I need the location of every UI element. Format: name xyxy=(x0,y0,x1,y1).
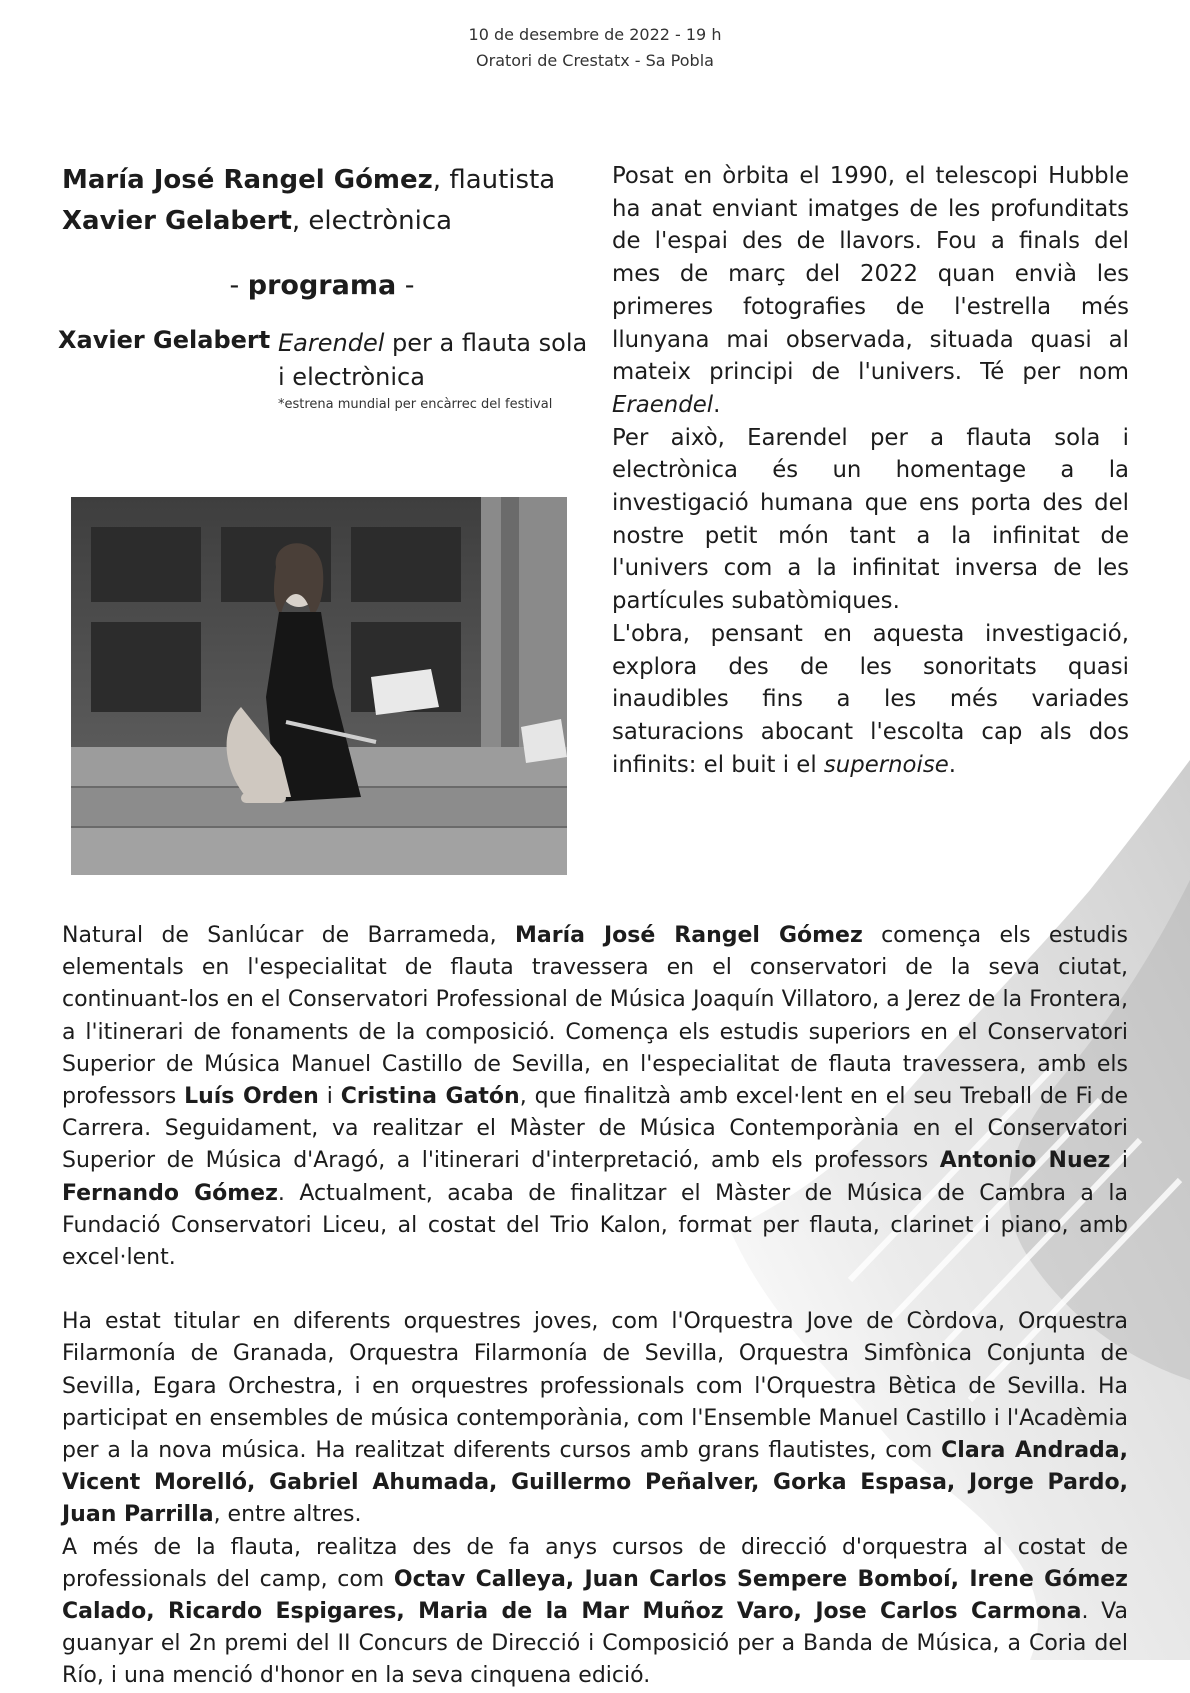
bio-text: , entre altres. xyxy=(213,1502,362,1528)
bio-text: i xyxy=(1110,1148,1128,1174)
notes-text: . xyxy=(948,751,956,778)
bold-name: Cristina Gatón xyxy=(340,1084,520,1110)
bio-text: A més de la flauta, realitza des de fa anys cursos de direcció d'orquestra al costat de professionals del camp, com xyxy=(62,1534,1128,1592)
notes-paragraph-1 xyxy=(612,160,1129,422)
bio-paragraph-1 xyxy=(62,920,1128,1274)
premiere-note: *estrena mundial per encàrrec del festival xyxy=(278,397,553,412)
performer-name: María José Rangel Gómez xyxy=(62,165,433,195)
performer-name: Xavier Gelabert xyxy=(62,206,292,236)
biography xyxy=(62,920,1128,1693)
program-title: programa xyxy=(247,270,397,301)
paragraph-spacer xyxy=(62,1274,1128,1306)
bio-paragraph-3 xyxy=(62,1532,1128,1693)
bio-text: comença els estudis elementals en l'especialitat de flauta travessera en el conservatori de la seva ciutat, continuant-los en el Conservatori Professional de Música Joaquín Villatoro, a Jerez de la Frontera, a l'itinerari de fonaments de la composició. Comença els estudis superiors en el Conservatori Superior de Música Manuel Castillo de Sevilla, en l'especialitat de flauta travessera, amb els professors xyxy=(62,923,1128,1110)
program-suffix: - xyxy=(396,270,415,301)
event-header xyxy=(0,22,1190,74)
performer-photo xyxy=(71,497,567,875)
bio-text: . Actualment, acaba de finalitzar el Màster de Música de Cambra a la Fundació Conservatori Liceu, al costat del Trio Kalon, format per flauta, clarinet i piano, amb excel·lent. xyxy=(62,1180,1128,1271)
notes-text: L'obra, pensant en aquesta investigació, explora des de les sonoritats quasi inaudibles fins a les més variades saturacions abocant l'escolta cap als dos infinits: el buit i el xyxy=(612,620,1129,778)
bio-text: , que finalitzà amb excel·lent en el seu Treball de Fi de Carrera. Seguidament, va realitzar el Màster de Música Contemporània en el Conservatori Superior de Música d'Aragó, a l'itinerari d'interpretació, amb els professors xyxy=(62,1084,1129,1174)
bio-text: Natural de Sanlúcar de Barrameda, xyxy=(62,923,516,948)
work-title xyxy=(278,326,588,394)
bold-name: Antonio Nuez xyxy=(939,1148,1111,1174)
notes-text: Posat en òrbita el 1990, el telescopi Hubble ha anat enviant imatges de les profunditats de l'espai des de llavors. Fou a finals del mes de març del 2022 quan envià les primeres fotografies de l'estrella més llunyana mai observada, situada quasi al mateix principi de l'univers. Té per nom xyxy=(612,163,1129,386)
composer-name: Xavier Gelabert xyxy=(58,326,271,354)
work-title-rest: per a flauta sola i electrònica xyxy=(278,329,588,391)
performers-list xyxy=(62,160,602,242)
program-notes xyxy=(612,160,1129,781)
performer-role: , flautista xyxy=(432,165,556,195)
performer-1 xyxy=(62,160,602,201)
bio-text: i xyxy=(318,1084,341,1110)
event-venue: Oratori de Crestatx - Sa Pobla xyxy=(476,51,714,70)
program-prefix: - xyxy=(229,270,248,301)
notes-paragraph-2: Per això, Earendel per a flauta sola i electrònica és un homentage a la investigació humana que ens porta des del nostre petit món tant a la infinitat de l'univers com a la infinitat inversa de les partícules subatòmiques. xyxy=(612,424,1129,615)
bold-name: Fernando Gómez xyxy=(62,1180,278,1206)
notes-italic: supernoise xyxy=(823,751,949,778)
performer-role: , electrònica xyxy=(291,206,453,236)
bold-name: María José Rangel Gómez xyxy=(515,923,863,948)
bold-name: Octav Calleya, Juan Carlos Sempere Bomboí, Irene Gómez Calado, Ricardo Espigares, Maria de la Mar Muñoz Varo, Jose Carlos Carmona xyxy=(62,1566,1128,1625)
notes-text: . xyxy=(713,391,721,418)
notes-paragraph-3 xyxy=(612,618,1129,782)
bold-name: Clara Andrada, Vicent Morelló, Gabriel Ahumada, Guillermo Peñalver, Gorka Espasa, Jorge Pardo, Juan Parrilla xyxy=(62,1438,1128,1528)
bio-text: . Va guanyar el 2n premi del II Concurs de Direcció i Composició per a Banda de Música, a Coria del Río, i una menció d'honor en la seva cinquena edició. xyxy=(62,1599,1128,1689)
bio-paragraph-2 xyxy=(62,1306,1128,1531)
program-heading xyxy=(62,270,582,301)
bio-text: Ha estat titular en diferents orquestres joves, com l'Orquestra Jove de Còrdova, Orquestra Filarmonía de Granada, Orquestra Filarmonía de Sevilla, Orquestra Simfònica Conjunta de Sevilla, Egara Orchestra, i en orquestres professionals com l'Orquestra Bètica de Sevilla. Ha participat en ensembles de música contemporània, com l'Ensemble Manuel Castillo i l'Acadèmia per a la nova música. Ha realitzat diferents cursos amb grans flautistes, com xyxy=(62,1309,1128,1464)
event-date: 10 de desembre de 2022 - 19 h xyxy=(468,25,722,44)
performer-2 xyxy=(62,201,602,242)
work-title-italic: Earendel xyxy=(278,329,385,357)
notes-italic: Eraendel xyxy=(612,391,714,418)
bold-name: Luís Orden xyxy=(184,1084,319,1110)
